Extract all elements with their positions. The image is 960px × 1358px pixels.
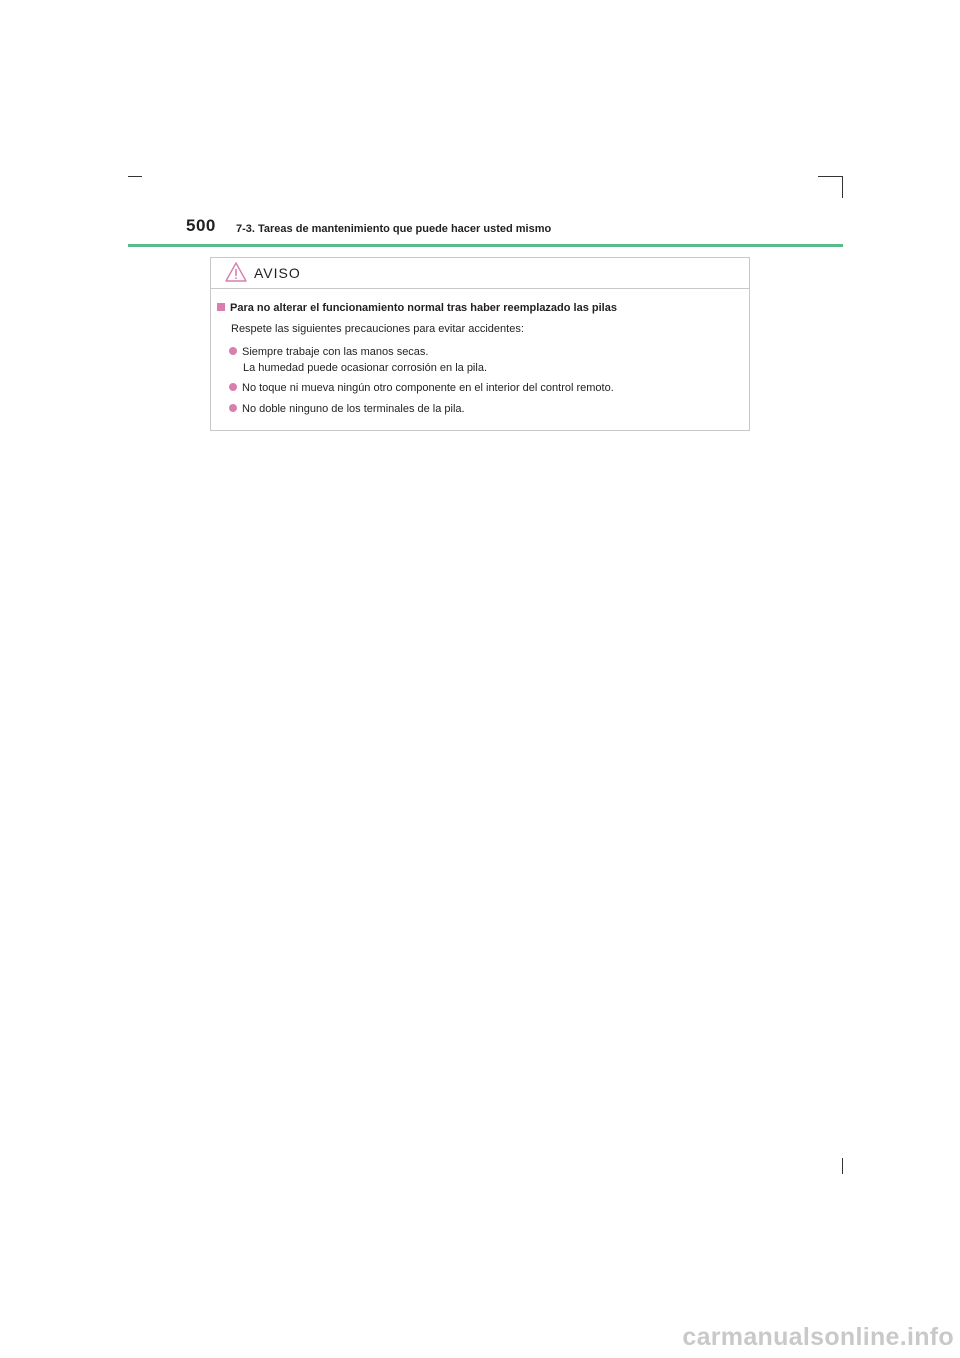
caution-box	[210, 257, 750, 431]
crop-mark-top-left	[128, 176, 142, 177]
list-item	[229, 380, 614, 396]
warning-triangle-icon	[225, 262, 247, 282]
page-header	[186, 216, 846, 242]
bullet-dot-icon	[229, 347, 237, 355]
caution-title: AVISO	[254, 265, 301, 281]
crop-mark-top-right-horizontal	[818, 176, 843, 177]
watermark: carmanualsonline.info	[682, 1323, 954, 1351]
caution-topic	[217, 302, 617, 314]
list-item-text: No toque ni mueva ningún otro componente en el interior del control remoto.	[242, 382, 614, 394]
page-number: 500	[186, 216, 216, 235]
list-item	[229, 401, 465, 417]
list-item-subtext: La humedad puede ocasionar corrosión en la pila.	[243, 362, 487, 374]
crop-mark-top-right-vertical	[842, 176, 843, 198]
list-item	[229, 344, 487, 376]
caution-topic-text: Para no alterar el funcionamiento normal tras haber reemplazado las pilas	[230, 302, 617, 314]
header-rule	[128, 244, 843, 247]
bullet-dot-icon	[229, 404, 237, 412]
list-item-text: No doble ninguno de los terminales de la pila.	[242, 403, 465, 415]
caution-header	[211, 258, 749, 289]
section-title: 7-3. Tareas de mantenimiento que puede hacer usted mismo	[236, 223, 552, 235]
crop-mark-bottom-right	[842, 1158, 843, 1174]
caution-intro: Respete las siguientes precauciones para evitar accidentes:	[231, 323, 524, 335]
square-bullet-icon	[217, 303, 225, 311]
list-item-text: Siempre trabaje con las manos secas.	[242, 346, 429, 358]
bullet-dot-icon	[229, 383, 237, 391]
